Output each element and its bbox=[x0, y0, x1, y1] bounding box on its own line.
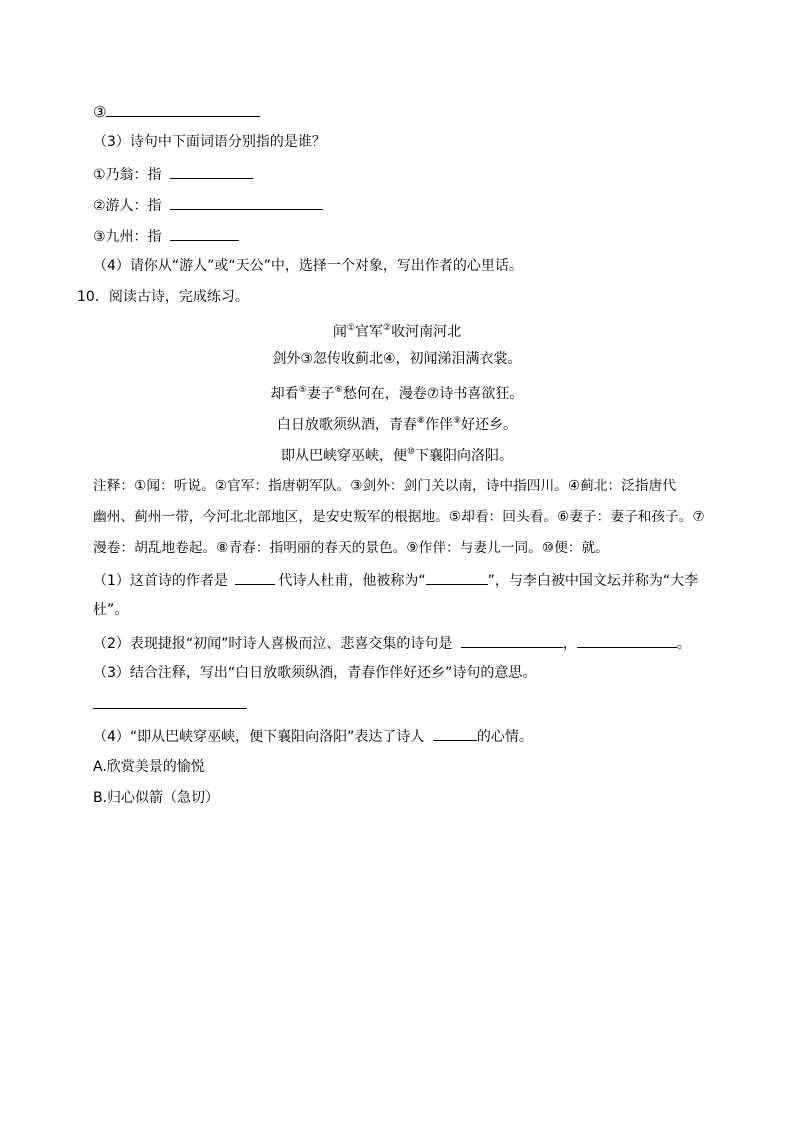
notes-line-3: 漫卷：胡乱地卷起。⑧青春：指明丽的春天的景色。⑨作伴：与妻儿一同。⑩便：就。 bbox=[93, 540, 609, 556]
option-b[interactable]: B.归心似箭（急切） bbox=[93, 790, 220, 806]
blank-line[interactable] bbox=[170, 194, 323, 210]
poem-title: 闻①官军②收河南河北 bbox=[332, 323, 462, 340]
answer-line[interactable] bbox=[93, 708, 247, 709]
item-mark: ③ bbox=[93, 103, 107, 121]
question-4: （4）请你从“游人”或“天公”中，选择一个对象，写出作者的心里话。 bbox=[93, 258, 523, 274]
poem-line-2: 却看⑤妻子⑥愁何在，漫卷⑦诗书喜欲狂。 bbox=[270, 385, 524, 402]
blank-line[interactable] bbox=[426, 569, 488, 585]
sub-question-4: （4）“即从巴峡穿巫峡，便下襄阳向洛阳”表达了诗人 的心情。 bbox=[93, 725, 533, 747]
notes-line-2: 幽州、蓟州一带，今河北北部地区，是安史叛军的根据地。⑤却看：回头看。⑥妻子：妻子和孩子。⑦ bbox=[93, 509, 705, 525]
q3-item-3 bbox=[93, 225, 239, 247]
q3-item-1 bbox=[93, 163, 253, 185]
q3-item-label: ②游人：指 bbox=[93, 198, 162, 214]
blank-line[interactable] bbox=[461, 632, 563, 648]
notes-line-1: 注释：①闻：听说。②官军：指唐朝军队。③剑外：剑门关以南，诗中指四川。④蓟北：泛指唐代 bbox=[93, 478, 676, 494]
option-a[interactable]: A.欣赏美景的愉悦 bbox=[93, 759, 205, 775]
blank-line[interactable] bbox=[433, 725, 477, 741]
question-10-heading: 10．阅读古诗，完成练习。 bbox=[77, 289, 249, 305]
q3-item-label: ①乃翁：指 bbox=[93, 167, 162, 183]
sub-question-3: （3）结合注释，写出“白日放歌须纵酒，青春作伴好还乡”诗句的意思。 bbox=[93, 665, 537, 681]
q3-item-label: ③九州：指 bbox=[93, 229, 162, 245]
sub-question-2: （2）表现捷报“初闻”时诗人喜极而泣、悲喜交集的诗句是 ， 。 bbox=[93, 632, 691, 654]
poem-line-3: 白日放歌须纵酒，青春⑧作伴⑨好还乡。 bbox=[276, 416, 518, 433]
q3-item-2 bbox=[93, 194, 323, 216]
blank-line[interactable] bbox=[170, 163, 253, 179]
poem-line-1: 剑外③忽传收蓟北④，初闻涕泪满衣裳。 bbox=[272, 351, 522, 367]
blank-line[interactable] bbox=[106, 101, 260, 117]
blank-line[interactable] bbox=[235, 569, 275, 585]
poem-line-4: 即从巴峡穿巫峡，便⑩下襄阳向洛阳。 bbox=[280, 447, 514, 464]
blank-line[interactable] bbox=[170, 225, 239, 241]
blank-line[interactable] bbox=[577, 632, 677, 648]
answer-line-3 bbox=[93, 101, 260, 123]
sub-question-1-cont: 杜”。 bbox=[93, 602, 129, 618]
question-3: （3）诗句中下面词语分别指的是谁？ bbox=[93, 134, 326, 150]
sub-question-1: （1）这首诗的作者是 代诗人杜甫，他被称为“ ”，与李白被中国文坛并称为“大李 bbox=[93, 569, 698, 591]
